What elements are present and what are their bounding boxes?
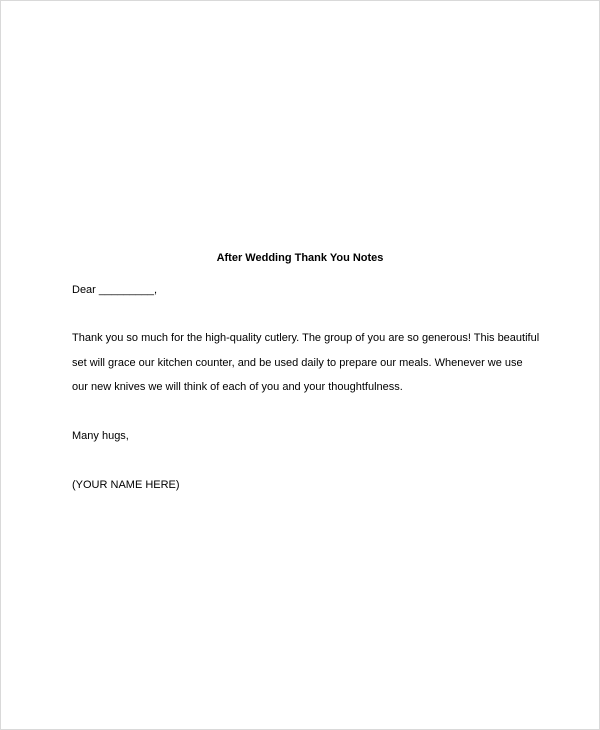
signature-placeholder: (YOUR NAME HERE) — [72, 479, 180, 491]
body-line-3: our new knives we will think of each of you and your thoughtfulness. — [72, 381, 403, 393]
salutation: Dear _________, — [72, 284, 158, 296]
body-line-1: Thank you so much for the high-quality cutlery. The group of you are so generous! This beautiful — [72, 332, 540, 344]
document-title: After Wedding Thank You Notes — [216, 252, 384, 264]
closing: Many hugs, — [72, 430, 129, 442]
body-line-2: set will grace our kitchen counter, and be used daily to prepare our meals. Whenever we use — [72, 357, 523, 369]
